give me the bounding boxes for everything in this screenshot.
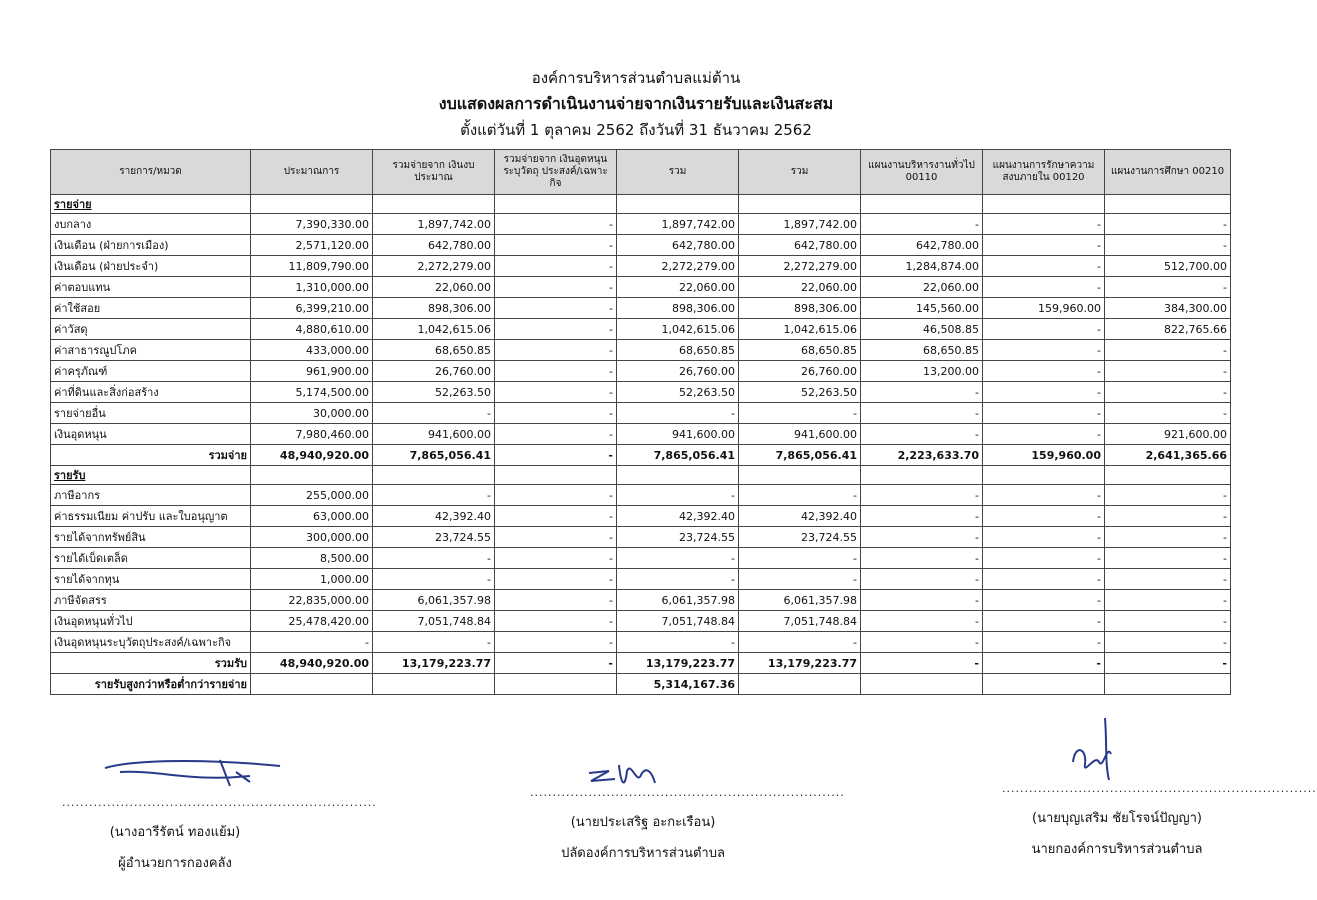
value-cell: 1,284,874.00	[861, 256, 983, 277]
table-row	[51, 632, 1231, 653]
value-cell: -	[495, 340, 617, 361]
value-cell: -	[1105, 403, 1231, 424]
expense-total-row	[51, 445, 1231, 466]
value-cell: 26,760.00	[617, 361, 739, 382]
value-cell: 1,897,742.00	[373, 214, 495, 235]
value-cell: 921,600.00	[1105, 424, 1231, 445]
table-row	[51, 527, 1231, 548]
value-cell: -	[983, 256, 1105, 277]
total-value-cell: 159,960.00	[983, 445, 1105, 466]
signature-line: ......................................................................	[1002, 782, 1317, 795]
value-cell: -	[495, 527, 617, 548]
value-cell: -	[373, 403, 495, 424]
value-cell: 1,042,615.06	[739, 319, 861, 340]
value-cell: 961,900.00	[251, 361, 373, 382]
signature-block-finance	[62, 796, 377, 873]
report-title: งบแสดงผลการดำเนินงานจ่ายจากเงินรายรับและเงินสะสม	[438, 94, 834, 113]
value-cell: -	[983, 569, 1105, 590]
empty-cell	[617, 466, 739, 485]
section-label-text: รายรับ	[54, 469, 86, 482]
table-row	[51, 506, 1231, 527]
value-cell: -	[983, 424, 1105, 445]
signer-name: (นางอารีรัตน์ ทองแย้ม)	[109, 825, 241, 840]
value-cell: -	[861, 485, 983, 506]
value-cell: 7,051,748.84	[739, 611, 861, 632]
value-cell: -	[983, 319, 1105, 340]
value-cell: -	[1105, 340, 1231, 361]
value-cell: 26,760.00	[373, 361, 495, 382]
row-label: เงินอุดหนุนทั่วไป	[51, 611, 251, 632]
table-row	[51, 548, 1231, 569]
empty-cell	[983, 674, 1105, 695]
value-cell: -	[617, 632, 739, 653]
value-cell: 2,272,279.00	[373, 256, 495, 277]
value-cell: -	[495, 548, 617, 569]
row-label: รายได้เบ็ดเตล็ด	[51, 548, 251, 569]
empty-cell	[1105, 195, 1231, 214]
empty-cell	[495, 195, 617, 214]
value-cell: 46,508.85	[861, 319, 983, 340]
value-cell: 941,600.00	[739, 424, 861, 445]
value-cell: 30,000.00	[251, 403, 373, 424]
column-header: แผนงานการศึกษา 00210	[1105, 150, 1231, 195]
report-period: ตั้งแต่วันที่ 1 ตุลาคม 2562 ถึงวันที่ 31 ธันวาคม 2562	[460, 121, 812, 139]
row-label: รายจ่ายอื่น	[51, 403, 251, 424]
financial-statement-table	[50, 149, 1231, 695]
value-cell: 642,780.00	[617, 235, 739, 256]
table-row	[51, 569, 1231, 590]
value-cell: 22,060.00	[617, 277, 739, 298]
value-cell: 42,392.40	[617, 506, 739, 527]
column-header: แผนงานบริหารงานทั่วไป 00110	[861, 150, 983, 195]
value-cell: -	[983, 340, 1105, 361]
value-cell: -	[495, 298, 617, 319]
empty-cell	[251, 674, 373, 695]
row-label: งบกลาง	[51, 214, 251, 235]
value-cell: -	[861, 403, 983, 424]
value-cell: -	[495, 569, 617, 590]
value-cell: -	[983, 235, 1105, 256]
value-cell: -	[983, 590, 1105, 611]
value-cell: 7,390,330.00	[251, 214, 373, 235]
table-row	[51, 424, 1231, 445]
value-cell: -	[983, 548, 1105, 569]
value-cell: 52,263.50	[373, 382, 495, 403]
value-cell: -	[983, 214, 1105, 235]
value-cell: 642,780.00	[373, 235, 495, 256]
value-cell: 822,765.66	[1105, 319, 1231, 340]
table-row	[51, 382, 1231, 403]
value-cell: -	[983, 611, 1105, 632]
signer-title: นายกองค์การบริหารส่วนตำบล	[1031, 842, 1203, 857]
empty-cell	[251, 195, 373, 214]
value-cell: 941,600.00	[373, 424, 495, 445]
value-cell: -	[1105, 590, 1231, 611]
value-cell: 642,780.00	[739, 235, 861, 256]
value-cell: -	[1105, 485, 1231, 506]
value-cell: -	[739, 632, 861, 653]
value-cell: -	[1105, 548, 1231, 569]
value-cell: 1,897,742.00	[739, 214, 861, 235]
value-cell: -	[251, 632, 373, 653]
empty-cell	[373, 674, 495, 695]
section-label	[51, 466, 251, 485]
column-header: รวม	[739, 150, 861, 195]
value-cell: 1,310,000.00	[251, 277, 373, 298]
column-header: รวมจ่ายจาก เงินงบประมาณ	[373, 150, 495, 195]
empty-cell	[1105, 674, 1231, 695]
signer-title: ผู้อำนวยการกองคลัง	[118, 856, 232, 871]
total-value-cell: 7,865,056.41	[739, 445, 861, 466]
section-header-row	[51, 195, 1231, 214]
value-cell: 1,897,742.00	[617, 214, 739, 235]
value-cell: -	[495, 277, 617, 298]
signer-name: (นายประเสริฐ อะกะเรือน)	[570, 815, 716, 830]
column-header: รายการ/หมวด	[51, 150, 251, 195]
value-cell: -	[983, 361, 1105, 382]
value-cell: 23,724.55	[373, 527, 495, 548]
total-label: รวมรับ	[51, 653, 251, 674]
value-cell: 68,650.85	[861, 340, 983, 361]
value-cell: -	[373, 548, 495, 569]
total-value-cell: 7,865,056.41	[617, 445, 739, 466]
value-cell: 25,478,420.00	[251, 611, 373, 632]
column-header: รวม	[617, 150, 739, 195]
empty-cell	[739, 466, 861, 485]
table-row	[51, 319, 1231, 340]
value-cell: 7,051,748.84	[373, 611, 495, 632]
value-cell: 68,650.85	[373, 340, 495, 361]
table-row	[51, 214, 1231, 235]
value-cell: -	[1105, 361, 1231, 382]
column-header: ประมาณการ	[251, 150, 373, 195]
value-cell: -	[373, 569, 495, 590]
empty-cell	[861, 674, 983, 695]
value-cell: -	[495, 424, 617, 445]
value-cell: 68,650.85	[739, 340, 861, 361]
value-cell: 2,272,279.00	[617, 256, 739, 277]
row-label: รายได้จากทรัพย์สิน	[51, 527, 251, 548]
value-cell: 512,700.00	[1105, 256, 1231, 277]
total-value-cell: 13,179,223.77	[373, 653, 495, 674]
table-row	[51, 235, 1231, 256]
total-value-cell: -	[495, 445, 617, 466]
table-row	[51, 277, 1231, 298]
value-cell: 11,809,790.00	[251, 256, 373, 277]
value-cell: -	[983, 277, 1105, 298]
value-cell: -	[617, 548, 739, 569]
column-header: แผนงานการรักษาความ สงบภายใน 00120	[983, 150, 1105, 195]
row-label: รายได้จากทุน	[51, 569, 251, 590]
value-cell: 6,061,357.98	[617, 590, 739, 611]
value-cell: -	[495, 361, 617, 382]
value-cell: -	[617, 485, 739, 506]
empty-cell	[495, 674, 617, 695]
value-cell: 8,500.00	[251, 548, 373, 569]
row-label: ค่าที่ดินและสิ่งก่อสร้าง	[51, 382, 251, 403]
row-label: ค่าวัสดุ	[51, 319, 251, 340]
total-value-cell: -	[1105, 653, 1231, 674]
value-cell: -	[373, 485, 495, 506]
empty-cell	[983, 195, 1105, 214]
table-row	[51, 256, 1231, 277]
signature-line: ......................................................................	[530, 786, 845, 799]
value-cell: 23,724.55	[617, 527, 739, 548]
value-cell: -	[495, 611, 617, 632]
value-cell: 7,980,460.00	[251, 424, 373, 445]
value-cell: 22,060.00	[739, 277, 861, 298]
value-cell: -	[495, 403, 617, 424]
value-cell: 2,571,120.00	[251, 235, 373, 256]
value-cell: -	[983, 527, 1105, 548]
table-row	[51, 340, 1231, 361]
value-cell: 68,650.85	[617, 340, 739, 361]
value-cell: -	[1105, 277, 1231, 298]
value-cell: -	[1105, 382, 1231, 403]
organization-name: องค์การบริหารส่วนตำบลแม่ต้าน	[531, 69, 741, 87]
value-cell: 1,042,615.06	[617, 319, 739, 340]
value-cell: -	[495, 382, 617, 403]
row-label: ค่าสาธารณูปโภค	[51, 340, 251, 361]
empty-cell	[373, 466, 495, 485]
value-cell: -	[983, 632, 1105, 653]
table-row	[51, 403, 1231, 424]
row-label: ค่าตอบแทน	[51, 277, 251, 298]
empty-cell	[739, 195, 861, 214]
signer-name: (นายบุญเสริม ชัยโรจน์ปัญญา)	[1032, 811, 1202, 826]
value-cell: -	[1105, 527, 1231, 548]
row-label: ค่าใช้สอย	[51, 298, 251, 319]
signature-block-mayor	[1002, 782, 1317, 859]
total-value-cell: -	[495, 653, 617, 674]
value-cell: 1,042,615.06	[373, 319, 495, 340]
value-cell: 300,000.00	[251, 527, 373, 548]
empty-cell	[617, 195, 739, 214]
column-header: รวมจ่ายจาก เงินอุดหนุนระบุวัตถุ ประสงค์/เฉพาะกิจ	[495, 150, 617, 195]
value-cell: -	[861, 506, 983, 527]
value-cell: -	[373, 632, 495, 653]
value-cell: 13,200.00	[861, 361, 983, 382]
value-cell: 52,263.50	[739, 382, 861, 403]
value-cell: -	[617, 403, 739, 424]
value-cell: -	[861, 632, 983, 653]
section-header-row	[51, 466, 1231, 485]
value-cell: -	[983, 382, 1105, 403]
value-cell: -	[983, 485, 1105, 506]
value-cell: 898,306.00	[373, 298, 495, 319]
total-value-cell: 13,179,223.77	[739, 653, 861, 674]
statement-body	[51, 195, 1231, 695]
value-cell: 42,392.40	[739, 506, 861, 527]
value-cell: 898,306.00	[739, 298, 861, 319]
value-cell: 941,600.00	[617, 424, 739, 445]
value-cell: 42,392.40	[373, 506, 495, 527]
value-cell: -	[1105, 632, 1231, 653]
value-cell: 6,061,357.98	[373, 590, 495, 611]
total-value-cell: 48,940,920.00	[251, 445, 373, 466]
value-cell: -	[1105, 214, 1231, 235]
value-cell: 2,272,279.00	[739, 256, 861, 277]
value-cell: -	[739, 403, 861, 424]
value-cell: 384,300.00	[1105, 298, 1231, 319]
value-cell: 159,960.00	[983, 298, 1105, 319]
value-cell: -	[1105, 235, 1231, 256]
value-cell: -	[495, 632, 617, 653]
column-header-row	[51, 150, 1231, 195]
empty-cell	[373, 195, 495, 214]
value-cell: -	[861, 424, 983, 445]
value-cell: 22,060.00	[861, 277, 983, 298]
value-cell: -	[861, 590, 983, 611]
value-cell: 898,306.00	[617, 298, 739, 319]
value-cell: -	[495, 214, 617, 235]
row-label: ภาษีอากร	[51, 485, 251, 506]
value-cell: -	[861, 569, 983, 590]
value-cell: 6,399,210.00	[251, 298, 373, 319]
empty-cell	[861, 466, 983, 485]
signature-1-image	[100, 752, 290, 792]
table-row	[51, 298, 1231, 319]
total-label: รวมจ่าย	[51, 445, 251, 466]
value-cell: -	[1105, 611, 1231, 632]
signer-title: ปลัดองค์การบริหารส่วนตำบล	[561, 846, 725, 861]
table-row	[51, 485, 1231, 506]
value-cell: -	[861, 611, 983, 632]
value-cell: -	[983, 403, 1105, 424]
row-label: ค่าครุภัณฑ์	[51, 361, 251, 382]
table-row	[51, 361, 1231, 382]
value-cell: 26,760.00	[739, 361, 861, 382]
value-cell: 22,835,000.00	[251, 590, 373, 611]
value-cell: -	[739, 569, 861, 590]
empty-cell	[251, 466, 373, 485]
balance-value: 5,314,167.36	[617, 674, 739, 695]
value-cell: -	[1105, 506, 1231, 527]
value-cell: -	[861, 382, 983, 403]
total-value-cell: 2,223,633.70	[861, 445, 983, 466]
row-label: เงินอุดหนุน	[51, 424, 251, 445]
row-label: ค่าธรรมเนียม ค่าปรับ และใบอนุญาต	[51, 506, 251, 527]
value-cell: 255,000.00	[251, 485, 373, 506]
row-label: เงินอุดหนุนระบุวัตถุประสงค์/เฉพาะกิจ	[51, 632, 251, 653]
signature-block-clerk	[530, 786, 845, 863]
value-cell: -	[861, 214, 983, 235]
table-row	[51, 590, 1231, 611]
value-cell: -	[495, 319, 617, 340]
value-cell: 4,880,610.00	[251, 319, 373, 340]
value-cell: 22,060.00	[373, 277, 495, 298]
income-total-row	[51, 653, 1231, 674]
value-cell: -	[495, 485, 617, 506]
total-value-cell: -	[861, 653, 983, 674]
value-cell: -	[861, 548, 983, 569]
value-cell: 52,263.50	[617, 382, 739, 403]
value-cell: -	[1105, 569, 1231, 590]
value-cell: -	[495, 256, 617, 277]
value-cell: 1,000.00	[251, 569, 373, 590]
empty-cell	[861, 195, 983, 214]
total-value-cell: 48,940,920.00	[251, 653, 373, 674]
value-cell: 6,061,357.98	[739, 590, 861, 611]
value-cell: 642,780.00	[861, 235, 983, 256]
value-cell: 23,724.55	[739, 527, 861, 548]
total-value-cell: 13,179,223.77	[617, 653, 739, 674]
value-cell: -	[739, 548, 861, 569]
empty-cell	[983, 466, 1105, 485]
value-cell: 5,174,500.00	[251, 382, 373, 403]
balance-row	[51, 674, 1231, 695]
row-label: ภาษีจัดสรร	[51, 590, 251, 611]
value-cell: -	[861, 527, 983, 548]
value-cell: -	[739, 485, 861, 506]
value-cell: 63,000.00	[251, 506, 373, 527]
total-value-cell: 7,865,056.41	[373, 445, 495, 466]
table-row	[51, 611, 1231, 632]
signature-3-image	[1065, 714, 1135, 784]
value-cell: -	[495, 506, 617, 527]
value-cell: 7,051,748.84	[617, 611, 739, 632]
empty-cell	[1105, 466, 1231, 485]
empty-cell	[495, 466, 617, 485]
balance-label: รายรับสูงกว่าหรือต่ำกว่ารายจ่าย	[51, 674, 251, 695]
total-value-cell: 2,641,365.66	[1105, 445, 1231, 466]
signature-line: ......................................................................	[62, 796, 377, 809]
value-cell: 433,000.00	[251, 340, 373, 361]
value-cell: -	[495, 235, 617, 256]
value-cell: -	[983, 506, 1105, 527]
empty-cell	[739, 674, 861, 695]
total-value-cell: -	[983, 653, 1105, 674]
value-cell: -	[617, 569, 739, 590]
value-cell: -	[495, 590, 617, 611]
section-label	[51, 195, 251, 214]
section-label-text: รายจ่าย	[54, 198, 92, 211]
value-cell: 145,560.00	[861, 298, 983, 319]
row-label: เงินเดือน (ฝ่ายการเมือง)	[51, 235, 251, 256]
row-label: เงินเดือน (ฝ่ายประจำ)	[51, 256, 251, 277]
